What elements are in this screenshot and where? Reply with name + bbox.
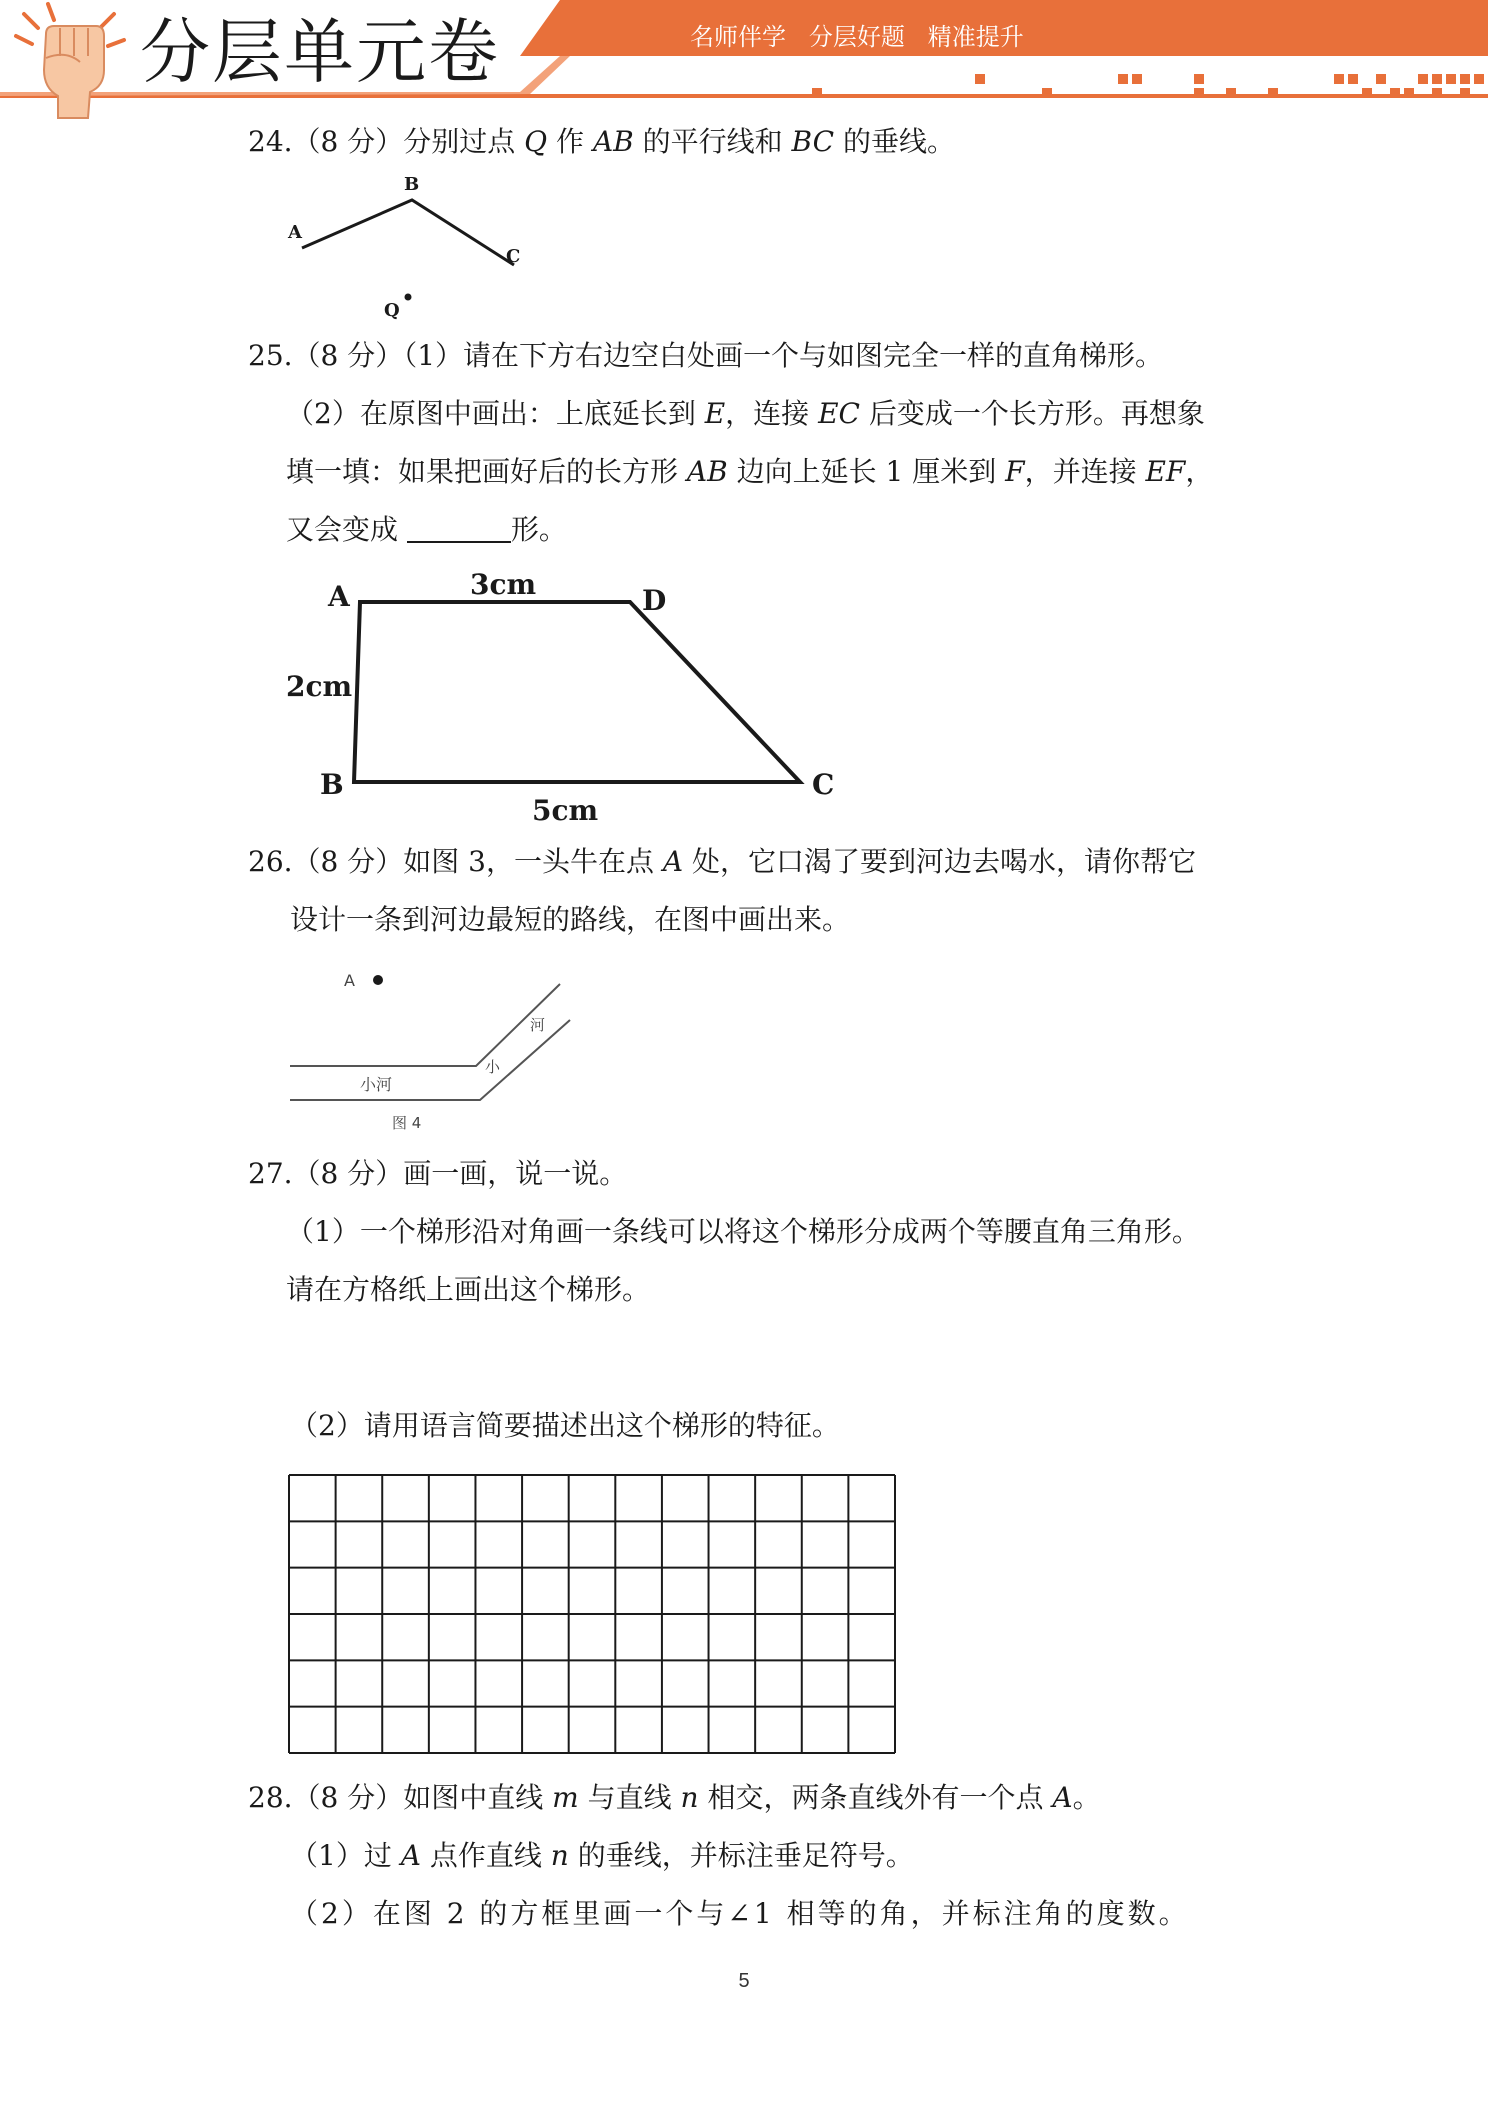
question-28-line2: （1）过 A 点作直线 n 的垂线，并标注垂足符号。 — [290, 1839, 914, 1872]
question-27-line3: 请在方格纸上画出这个梯形。 — [286, 1273, 651, 1306]
raised-fist-icon — [10, 0, 130, 120]
cow-point-dot — [373, 975, 383, 985]
question-26-river-figure — [280, 950, 600, 1140]
question-28-line1: 28.（8 分）如图中直线 m 与直线 n 相交，两条直线外有一个点 A。 — [248, 1781, 1101, 1814]
question-24-text: 24.（8 分）分别过点 Q 作 AB 的平行线和 BC 的垂线。 — [248, 125, 955, 158]
point-label-A: A — [288, 222, 302, 243]
question-25-line3: 填一填：如果把画好后的长方形 AB 边向上延长 1 厘米到 F，并连接 EF， — [286, 455, 1214, 488]
question-25-line1: 25.（8 分）（1）请在下方右边空白处画一个与如图完全一样的直角梯形。 — [248, 339, 1164, 372]
point-Q-dot — [405, 294, 412, 301]
figure-caption: 图 4 — [392, 1114, 422, 1132]
river-label-diagonal-1: 河 — [530, 1016, 546, 1034]
vertex-label-D: D — [642, 584, 667, 617]
question-26-line1: 26.（8 分）如图 3，一头牛在点 A 处，它口渴了要到河边去喝水，请你帮它 — [248, 845, 1197, 878]
vertex-label-A: A — [328, 580, 350, 613]
left-length-label: 2cm — [286, 670, 353, 703]
question-25-line4: 又会变成 形。 — [286, 513, 567, 546]
answer-blank[interactable] — [407, 513, 511, 543]
page-number: 5 — [738, 1970, 750, 1992]
river-label-horizontal: 小河 — [360, 1075, 393, 1094]
vertex-label-B: B — [320, 768, 344, 801]
question-27-line1: 27.（8 分）画一画，说一说。 — [248, 1157, 628, 1190]
point-label-Q: Q — [384, 300, 400, 321]
point-label-B: B — [404, 174, 420, 195]
top-length-label: 3cm — [470, 568, 537, 601]
question-27-line2: （1）一个梯形沿对角画一条线可以将这个梯形分成两个等腰直角三角形。 — [286, 1215, 1200, 1248]
bottom-length-label: 5cm — [532, 794, 599, 827]
question-25-line2: （2）在原图中画出：上底延长到 E，连接 EC 后变成一个长方形。再想象 — [286, 397, 1205, 430]
document-title: 分层单元卷 — [140, 11, 500, 93]
square-grid-paper[interactable] — [286, 1472, 898, 1756]
header-slogan: 名师伴学 分层好题 精准提升 — [690, 23, 1024, 51]
point-label-C: C — [506, 246, 521, 267]
question-27-line4: （2）请用语言简要描述出这个梯形的特征。 — [290, 1409, 840, 1442]
river-label-diagonal-2: 小 — [485, 1058, 501, 1076]
vertex-label-C: C — [812, 768, 835, 801]
question-25-trapezoid-figure — [280, 562, 860, 832]
question-24-figure — [280, 170, 540, 330]
question-26-line2: 设计一条到河边最短的路线，在图中画出来。 — [290, 903, 851, 936]
question-28-line3: （2）在图 2 的方框里画一个与∠1 相等的角，并标注角的度数。 — [290, 1897, 1190, 1930]
cow-point-label: A — [344, 971, 355, 990]
